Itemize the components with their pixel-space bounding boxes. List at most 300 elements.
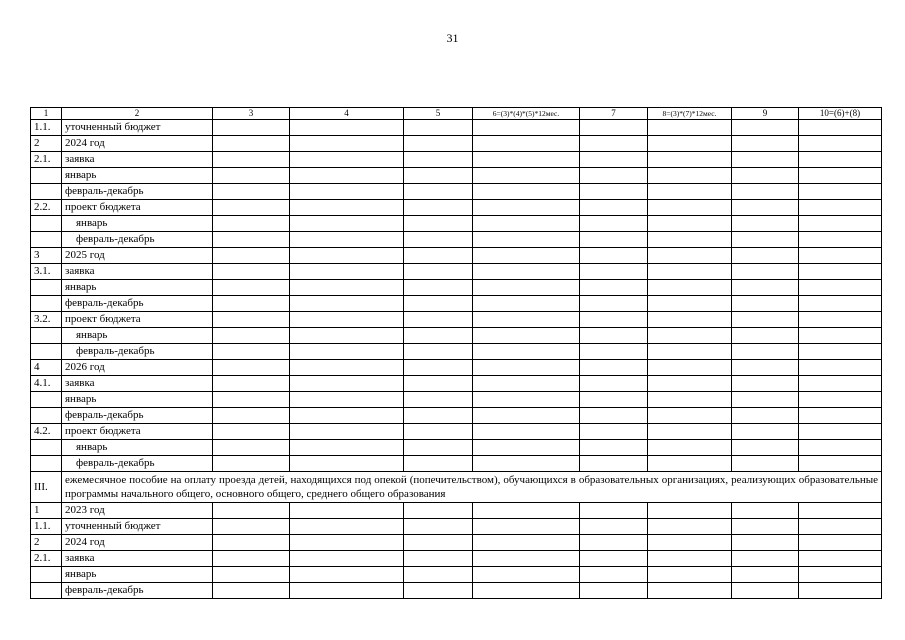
row-number: 3 xyxy=(31,248,62,264)
empty-cell-col-8 xyxy=(648,535,732,551)
empty-cell-col-8 xyxy=(648,551,732,567)
row-label: заявка xyxy=(62,152,213,168)
row-label: январь xyxy=(62,392,213,408)
empty-cell-col-7 xyxy=(580,184,648,200)
empty-cell-col-3 xyxy=(213,168,290,184)
empty-cell-col-3 xyxy=(213,535,290,551)
empty-cell-col-3 xyxy=(213,280,290,296)
empty-cell-col-3 xyxy=(213,456,290,472)
empty-cell-col-5 xyxy=(404,280,473,296)
empty-cell-col-7 xyxy=(580,280,648,296)
empty-cell-col-5 xyxy=(404,184,473,200)
row-label: заявка xyxy=(62,551,213,567)
empty-cell-col-10 xyxy=(799,280,882,296)
empty-cell-col-9 xyxy=(732,535,799,551)
empty-cell-col-5 xyxy=(404,200,473,216)
table-row xyxy=(31,248,882,264)
row-number xyxy=(31,216,62,232)
empty-cell-col-4 xyxy=(290,503,404,519)
empty-cell-col-9 xyxy=(732,440,799,456)
empty-cell-col-6 xyxy=(473,535,580,551)
empty-cell-col-4 xyxy=(290,376,404,392)
empty-cell-col-7 xyxy=(580,360,648,376)
empty-cell-col-6 xyxy=(473,264,580,280)
empty-cell-col-6 xyxy=(473,408,580,424)
empty-cell-col-5 xyxy=(404,392,473,408)
empty-cell-col-3 xyxy=(213,424,290,440)
row-number: 3.2. xyxy=(31,312,62,328)
empty-cell-col-4 xyxy=(290,232,404,248)
empty-cell-col-8 xyxy=(648,216,732,232)
empty-cell-col-10 xyxy=(799,519,882,535)
empty-cell-col-8 xyxy=(648,376,732,392)
row-number xyxy=(31,440,62,456)
empty-cell-col-3 xyxy=(213,232,290,248)
empty-cell-col-3 xyxy=(213,152,290,168)
row-number: 2.1. xyxy=(31,152,62,168)
col-header-5: 5 xyxy=(404,108,473,120)
row-number: 2.1. xyxy=(31,551,62,567)
row-number: 1 xyxy=(31,503,62,519)
row-number xyxy=(31,296,62,312)
row-label: январь xyxy=(62,216,213,232)
empty-cell-col-3 xyxy=(213,408,290,424)
empty-cell-col-5 xyxy=(404,312,473,328)
empty-cell-col-7 xyxy=(580,120,648,136)
empty-cell-col-9 xyxy=(732,200,799,216)
empty-cell-col-9 xyxy=(732,232,799,248)
row-number: 1.1. xyxy=(31,519,62,535)
empty-cell-col-7 xyxy=(580,216,648,232)
empty-cell-col-3 xyxy=(213,503,290,519)
empty-cell-col-8 xyxy=(648,424,732,440)
empty-cell-col-10 xyxy=(799,152,882,168)
empty-cell-col-3 xyxy=(213,184,290,200)
row-label: февраль-декабрь xyxy=(62,344,213,360)
table-row xyxy=(31,280,882,296)
empty-cell-col-8 xyxy=(648,184,732,200)
empty-cell-col-10 xyxy=(799,408,882,424)
row-number: 4.2. xyxy=(31,424,62,440)
empty-cell-col-9 xyxy=(732,567,799,583)
empty-cell-col-4 xyxy=(290,551,404,567)
empty-cell-col-9 xyxy=(732,216,799,232)
table-row xyxy=(31,535,882,551)
empty-cell-col-3 xyxy=(213,200,290,216)
row-label: заявка xyxy=(62,376,213,392)
empty-cell-col-5 xyxy=(404,519,473,535)
row-label: февраль-декабрь xyxy=(62,408,213,424)
empty-cell-col-7 xyxy=(580,264,648,280)
empty-cell-col-6 xyxy=(473,392,580,408)
empty-cell-col-9 xyxy=(732,152,799,168)
empty-cell-col-3 xyxy=(213,328,290,344)
empty-cell-col-9 xyxy=(732,168,799,184)
empty-cell-col-3 xyxy=(213,519,290,535)
empty-cell-col-6 xyxy=(473,168,580,184)
empty-cell-col-7 xyxy=(580,535,648,551)
empty-cell-col-6 xyxy=(473,360,580,376)
empty-cell-col-8 xyxy=(648,168,732,184)
table-row xyxy=(31,344,882,360)
empty-cell-col-4 xyxy=(290,328,404,344)
empty-cell-col-6 xyxy=(473,248,580,264)
empty-cell-col-10 xyxy=(799,184,882,200)
table-row xyxy=(31,328,882,344)
table-row xyxy=(31,519,882,535)
row-label: январь xyxy=(62,328,213,344)
empty-cell-col-5 xyxy=(404,583,473,599)
table-row xyxy=(31,168,882,184)
empty-cell-col-5 xyxy=(404,248,473,264)
empty-cell-col-10 xyxy=(799,136,882,152)
empty-cell-col-5 xyxy=(404,136,473,152)
row-number xyxy=(31,328,62,344)
empty-cell-col-4 xyxy=(290,567,404,583)
empty-cell-col-5 xyxy=(404,216,473,232)
empty-cell-col-6 xyxy=(473,376,580,392)
empty-cell-col-4 xyxy=(290,535,404,551)
col-header-4: 4 xyxy=(290,108,404,120)
empty-cell-col-9 xyxy=(732,424,799,440)
empty-cell-col-6 xyxy=(473,216,580,232)
empty-cell-col-8 xyxy=(648,440,732,456)
empty-cell-col-10 xyxy=(799,360,882,376)
table-row xyxy=(31,136,882,152)
table-row xyxy=(31,264,882,280)
empty-cell-col-9 xyxy=(732,136,799,152)
empty-cell-col-8 xyxy=(648,328,732,344)
row-label: январь xyxy=(62,440,213,456)
empty-cell-col-5 xyxy=(404,296,473,312)
empty-cell-col-5 xyxy=(404,168,473,184)
table-row xyxy=(31,376,882,392)
empty-cell-col-10 xyxy=(799,424,882,440)
table-row xyxy=(31,392,882,408)
budget-table xyxy=(30,107,882,599)
empty-cell-col-6 xyxy=(473,519,580,535)
row-label: проект бюджета xyxy=(62,424,213,440)
empty-cell-col-9 xyxy=(732,360,799,376)
empty-cell-col-4 xyxy=(290,120,404,136)
empty-cell-col-9 xyxy=(732,408,799,424)
col-header-10: 10=(6)+(8) xyxy=(799,108,882,120)
empty-cell-col-9 xyxy=(732,344,799,360)
row-label: 2025 год xyxy=(62,248,213,264)
empty-cell-col-8 xyxy=(648,232,732,248)
empty-cell-col-6 xyxy=(473,567,580,583)
empty-cell-col-8 xyxy=(648,583,732,599)
empty-cell-col-6 xyxy=(473,232,580,248)
row-number xyxy=(31,184,62,200)
empty-cell-col-8 xyxy=(648,120,732,136)
empty-cell-col-6 xyxy=(473,424,580,440)
row-number xyxy=(31,280,62,296)
col-header-9: 9 xyxy=(732,108,799,120)
row-label: проект бюджета xyxy=(62,200,213,216)
table-row xyxy=(31,424,882,440)
table-row xyxy=(31,200,882,216)
row-label: январь xyxy=(62,168,213,184)
row-number: 2.2. xyxy=(31,200,62,216)
empty-cell-col-9 xyxy=(732,312,799,328)
row-label: 2026 год xyxy=(62,360,213,376)
empty-cell-col-5 xyxy=(404,264,473,280)
empty-cell-col-3 xyxy=(213,360,290,376)
section-number: III. xyxy=(31,472,62,503)
empty-cell-col-4 xyxy=(290,456,404,472)
table-row xyxy=(31,440,882,456)
row-number: 4 xyxy=(31,360,62,376)
empty-cell-col-8 xyxy=(648,567,732,583)
empty-cell-col-6 xyxy=(473,344,580,360)
row-number: 4.1. xyxy=(31,376,62,392)
empty-cell-col-9 xyxy=(732,551,799,567)
empty-cell-col-6 xyxy=(473,583,580,599)
empty-cell-col-7 xyxy=(580,152,648,168)
col-header-6: 6=(3)*(4)*(5)*12мес. xyxy=(473,108,580,120)
empty-cell-col-9 xyxy=(732,264,799,280)
empty-cell-col-4 xyxy=(290,360,404,376)
empty-cell-col-10 xyxy=(799,120,882,136)
empty-cell-col-6 xyxy=(473,503,580,519)
empty-cell-col-3 xyxy=(213,344,290,360)
row-label: уточненный бюджет xyxy=(62,120,213,136)
table-row xyxy=(31,567,882,583)
table-row xyxy=(31,120,882,136)
empty-cell-col-10 xyxy=(799,551,882,567)
empty-cell-col-7 xyxy=(580,567,648,583)
empty-cell-col-10 xyxy=(799,264,882,280)
row-label: январь xyxy=(62,567,213,583)
empty-cell-col-9 xyxy=(732,328,799,344)
empty-cell-col-3 xyxy=(213,583,290,599)
empty-cell-col-7 xyxy=(580,424,648,440)
empty-cell-col-9 xyxy=(732,280,799,296)
empty-cell-col-6 xyxy=(473,280,580,296)
row-label: 2024 год xyxy=(62,535,213,551)
empty-cell-col-8 xyxy=(648,200,732,216)
empty-cell-col-4 xyxy=(290,392,404,408)
table-row xyxy=(31,312,882,328)
table-row xyxy=(31,503,882,519)
empty-cell-col-8 xyxy=(648,152,732,168)
empty-cell-col-8 xyxy=(648,392,732,408)
empty-cell-col-4 xyxy=(290,583,404,599)
empty-cell-col-8 xyxy=(648,408,732,424)
empty-cell-col-5 xyxy=(404,424,473,440)
row-number: 1.1. xyxy=(31,120,62,136)
col-header-8: 8=(3)*(7)*12мес. xyxy=(648,108,732,120)
empty-cell-col-4 xyxy=(290,184,404,200)
empty-cell-col-10 xyxy=(799,248,882,264)
table-row xyxy=(31,296,882,312)
row-label: февраль-декабрь xyxy=(62,184,213,200)
row-number: 2 xyxy=(31,136,62,152)
empty-cell-col-6 xyxy=(473,200,580,216)
row-label: 2023 год xyxy=(62,503,213,519)
empty-cell-col-8 xyxy=(648,280,732,296)
table-row xyxy=(31,184,882,200)
empty-cell-col-8 xyxy=(648,519,732,535)
row-number xyxy=(31,344,62,360)
empty-cell-col-7 xyxy=(580,168,648,184)
empty-cell-col-10 xyxy=(799,168,882,184)
empty-cell-col-5 xyxy=(404,567,473,583)
empty-cell-col-7 xyxy=(580,200,648,216)
empty-cell-col-6 xyxy=(473,296,580,312)
empty-cell-col-9 xyxy=(732,248,799,264)
empty-cell-col-3 xyxy=(213,120,290,136)
row-number xyxy=(31,408,62,424)
empty-cell-col-4 xyxy=(290,344,404,360)
empty-cell-col-5 xyxy=(404,440,473,456)
empty-cell-col-9 xyxy=(732,120,799,136)
col-header-1: 1 xyxy=(31,108,62,120)
row-number xyxy=(31,232,62,248)
empty-cell-col-5 xyxy=(404,152,473,168)
empty-cell-col-3 xyxy=(213,440,290,456)
empty-cell-col-7 xyxy=(580,248,648,264)
empty-cell-col-7 xyxy=(580,519,648,535)
empty-cell-col-8 xyxy=(648,312,732,328)
table-row xyxy=(31,583,882,599)
row-label: заявка xyxy=(62,264,213,280)
empty-cell-col-10 xyxy=(799,503,882,519)
empty-cell-col-7 xyxy=(580,583,648,599)
empty-cell-col-5 xyxy=(404,456,473,472)
row-number xyxy=(31,567,62,583)
table-row xyxy=(31,152,882,168)
empty-cell-col-5 xyxy=(404,503,473,519)
section-description: ежемесячное пособие на оплату проезда детей, находящихся под опекой (попечительством), обучающихся в образовательных организациях, реализующих образовательные программы начального общего, основного общего, среднего общего образования xyxy=(62,472,882,503)
empty-cell-col-4 xyxy=(290,519,404,535)
empty-cell-col-3 xyxy=(213,392,290,408)
row-number: 2 xyxy=(31,535,62,551)
empty-cell-col-5 xyxy=(404,344,473,360)
row-label: февраль-декабрь xyxy=(62,456,213,472)
empty-cell-col-7 xyxy=(580,456,648,472)
empty-cell-col-6 xyxy=(473,328,580,344)
empty-cell-col-4 xyxy=(290,248,404,264)
empty-cell-col-10 xyxy=(799,583,882,599)
empty-cell-col-10 xyxy=(799,344,882,360)
col-header-3: 3 xyxy=(213,108,290,120)
empty-cell-col-7 xyxy=(580,344,648,360)
empty-cell-col-3 xyxy=(213,376,290,392)
row-number xyxy=(31,392,62,408)
empty-cell-col-3 xyxy=(213,248,290,264)
row-label: февраль-декабрь xyxy=(62,232,213,248)
empty-cell-col-8 xyxy=(648,456,732,472)
empty-cell-col-4 xyxy=(290,440,404,456)
empty-cell-col-7 xyxy=(580,551,648,567)
empty-cell-col-7 xyxy=(580,503,648,519)
table-row xyxy=(31,551,882,567)
empty-cell-col-5 xyxy=(404,232,473,248)
row-label: февраль-декабрь xyxy=(62,296,213,312)
empty-cell-col-7 xyxy=(580,136,648,152)
empty-cell-col-5 xyxy=(404,376,473,392)
page-number: 31 xyxy=(446,31,459,45)
empty-cell-col-6 xyxy=(473,120,580,136)
row-number xyxy=(31,456,62,472)
empty-cell-col-10 xyxy=(799,392,882,408)
empty-cell-col-6 xyxy=(473,551,580,567)
empty-cell-col-10 xyxy=(799,296,882,312)
empty-cell-col-6 xyxy=(473,312,580,328)
empty-cell-col-5 xyxy=(404,328,473,344)
empty-cell-col-9 xyxy=(732,583,799,599)
empty-cell-col-6 xyxy=(473,440,580,456)
empty-cell-col-9 xyxy=(732,184,799,200)
empty-cell-col-7 xyxy=(580,392,648,408)
col-header-7: 7 xyxy=(580,108,648,120)
empty-cell-col-9 xyxy=(732,503,799,519)
empty-cell-col-8 xyxy=(648,136,732,152)
row-number xyxy=(31,168,62,184)
table-row xyxy=(31,360,882,376)
row-label: проект бюджета xyxy=(62,312,213,328)
empty-cell-col-5 xyxy=(404,408,473,424)
row-label: 2024 год xyxy=(62,136,213,152)
empty-cell-col-10 xyxy=(799,376,882,392)
empty-cell-col-5 xyxy=(404,551,473,567)
table-row xyxy=(31,216,882,232)
empty-cell-col-3 xyxy=(213,136,290,152)
empty-cell-col-6 xyxy=(473,136,580,152)
empty-cell-col-6 xyxy=(473,456,580,472)
empty-cell-col-6 xyxy=(473,152,580,168)
table-row xyxy=(31,456,882,472)
section-row xyxy=(31,472,882,503)
empty-cell-col-4 xyxy=(290,152,404,168)
table-row xyxy=(31,408,882,424)
empty-cell-col-3 xyxy=(213,551,290,567)
empty-cell-col-4 xyxy=(290,408,404,424)
empty-cell-col-3 xyxy=(213,264,290,280)
empty-cell-col-6 xyxy=(473,184,580,200)
empty-cell-col-4 xyxy=(290,264,404,280)
empty-cell-col-10 xyxy=(799,440,882,456)
empty-cell-col-3 xyxy=(213,216,290,232)
empty-cell-col-4 xyxy=(290,216,404,232)
empty-cell-col-8 xyxy=(648,503,732,519)
row-label: февраль-декабрь xyxy=(62,583,213,599)
empty-cell-col-4 xyxy=(290,136,404,152)
empty-cell-col-8 xyxy=(648,248,732,264)
empty-cell-col-4 xyxy=(290,200,404,216)
empty-cell-col-7 xyxy=(580,376,648,392)
empty-cell-col-7 xyxy=(580,296,648,312)
empty-cell-col-10 xyxy=(799,328,882,344)
empty-cell-col-3 xyxy=(213,567,290,583)
empty-cell-col-7 xyxy=(580,312,648,328)
empty-cell-col-4 xyxy=(290,280,404,296)
row-number xyxy=(31,583,62,599)
row-number: 3.1. xyxy=(31,264,62,280)
empty-cell-col-5 xyxy=(404,535,473,551)
empty-cell-col-9 xyxy=(732,296,799,312)
empty-cell-col-3 xyxy=(213,312,290,328)
empty-cell-col-4 xyxy=(290,312,404,328)
empty-cell-col-9 xyxy=(732,456,799,472)
empty-cell-col-7 xyxy=(580,328,648,344)
empty-cell-col-5 xyxy=(404,120,473,136)
empty-cell-col-7 xyxy=(580,232,648,248)
empty-cell-col-8 xyxy=(648,344,732,360)
empty-cell-col-4 xyxy=(290,168,404,184)
